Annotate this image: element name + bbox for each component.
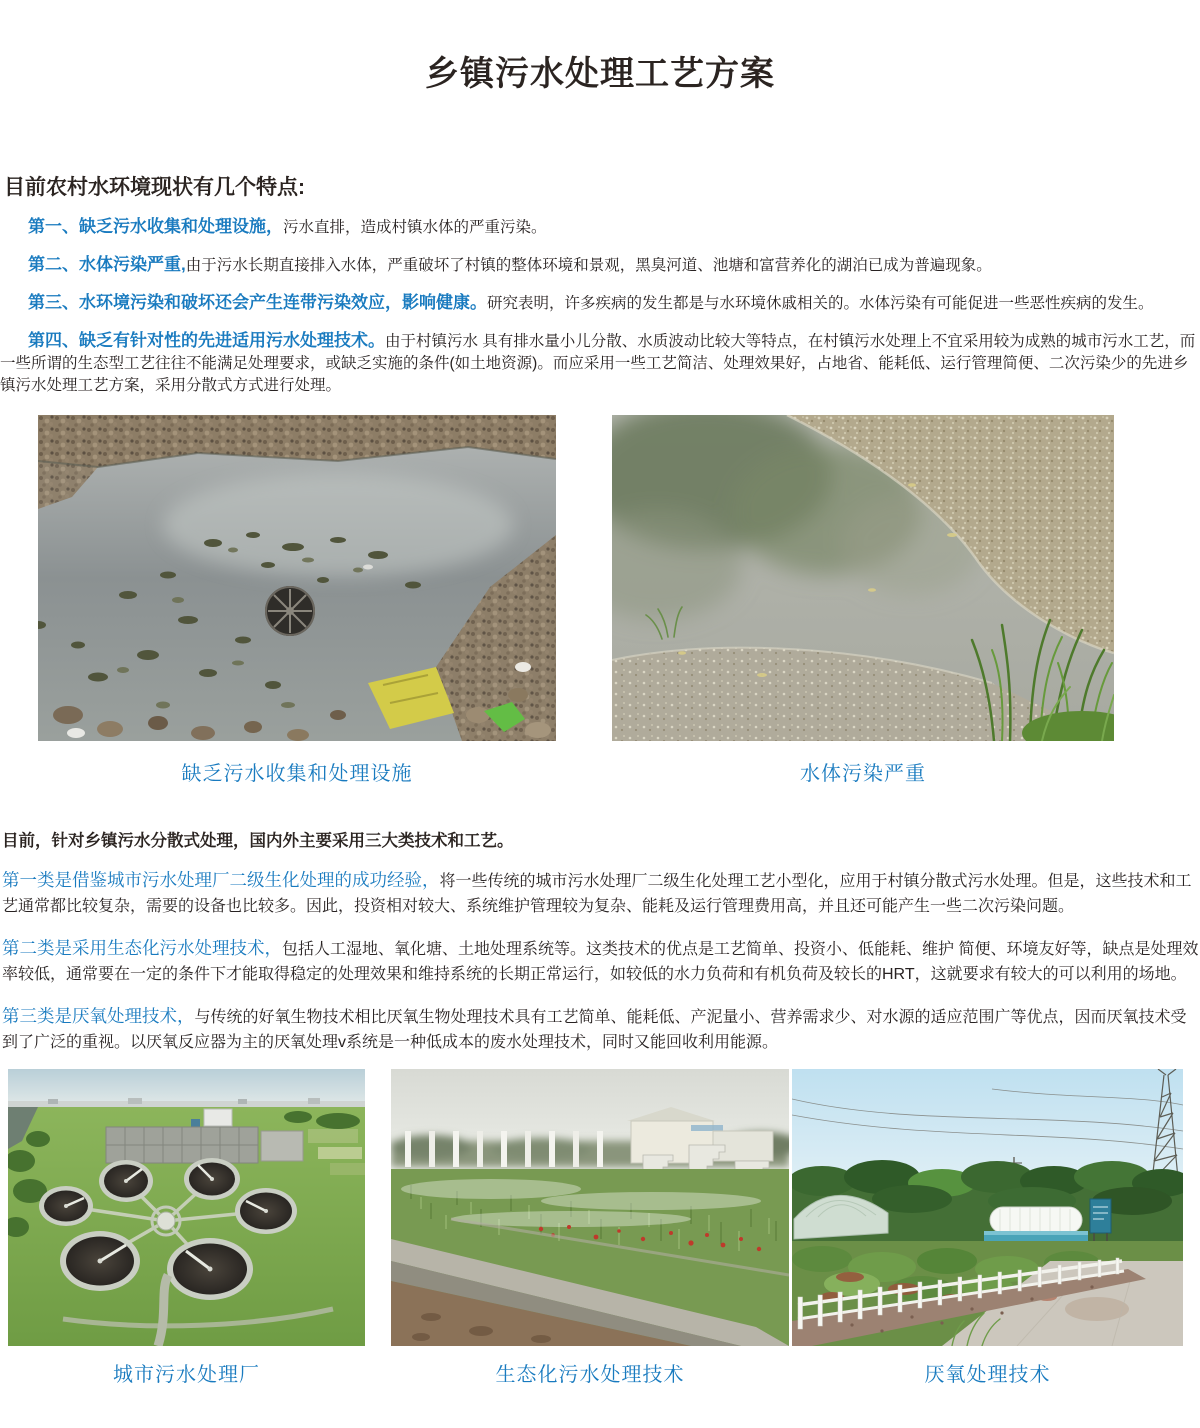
figure-ecological-wetland (391, 1069, 789, 1387)
point-2-lead: 第二、水体污染严重, (28, 255, 186, 274)
figure-city-plant (8, 1069, 365, 1387)
figure-caption: 水体污染严重 (800, 763, 926, 785)
point-4-lead: 第四、缺乏有针对性的先进适用污水处理技术。 (28, 331, 385, 350)
figure-caption: 厌氧处理技术 (924, 1364, 1051, 1386)
point-2-body: 由于污水长期直接排入水体，严重破坏了村镇的整体环境和景观，黑臭河道、池塘和富营养化的湖泊已成为普遍现象。 (185, 257, 992, 274)
tech-2 (2, 936, 1200, 987)
figure-caption: 缺乏污水收集和处理设施 (181, 763, 413, 785)
photo-polluted-river (38, 415, 556, 741)
figure-anaerobic-site (792, 1069, 1183, 1387)
tech-3-body: 与传统的好氧生物技术相比厌氧生物处理技术具有工艺简单、能耗低、产泥量小、营养需求少、对水源的适应范围广等优点，因而厌氧技术受到了广泛的重视。以厌氧反应器为主的厌氧处理v系统是一种低成本的废水处理技术，同时又能回收利用能源。 (2, 1009, 1187, 1051)
photo-algae-water (612, 415, 1114, 741)
point-1-body: 污水直排，造成村镇水体的严重污染。 (283, 219, 547, 236)
photo-anaerobic-plant (792, 1069, 1183, 1346)
point-3-body: 研究表明，许多疾病的发生都是与水环境休戚相关的。水体污染有可能促进一些恶性疾病的发生。 (487, 295, 1154, 312)
figure-caption: 城市污水处理厂 (113, 1364, 260, 1386)
figure-polluted-river (38, 415, 556, 786)
point-2 (0, 254, 1200, 277)
point-1 (0, 216, 1200, 239)
page-title: 乡镇污水处理工艺方案 (425, 55, 775, 93)
tech-2-lead: 第二类是采用生态化污水处理技术， (2, 938, 282, 958)
point-3 (0, 292, 1200, 315)
figure-caption: 生态化污水处理技术 (495, 1364, 685, 1386)
tech-1 (2, 868, 1200, 919)
document (0, 46, 1200, 1384)
tech-3 (2, 1004, 1200, 1055)
figure-algae-water (612, 415, 1114, 786)
tech-1-lead: 第一类是借鉴城市污水处理厂二级生化处理的成功经验， (2, 870, 440, 890)
point-4-body: 由于村镇污水 具有排水量小儿分散、水质波动比较大等特点，在村镇污水处理上不宜采用较为成熟的城市污水工艺，而一些所谓的生态型工艺往往不能满足处理要求，或缺乏实施的条件(如土地资源)。而应采用一些工艺简洁、处理效果好，占地省、能耗低、运行管理简便、二次污染少的先进乡镇污水处理工艺方案，采用分散式方式进行处理。 (0, 333, 1196, 394)
section1-heading: 目前农村水环境现状有几个特点: (4, 176, 305, 199)
section2-heading: 目前，针对乡镇污水分散式处理，国内外主要采用三大类技术和工艺。 (2, 832, 514, 850)
point-3-lead: 第三、水环境污染和破坏还会产生连带污染效应，影响健康。 (28, 293, 487, 312)
photo-constructed-wetland (391, 1069, 789, 1346)
figure-row-2 (0, 1069, 1200, 1384)
point-1-lead: 第一、缺乏污水收集和处理设施， (28, 217, 283, 236)
photo-city-wwtp-aerial (8, 1069, 365, 1346)
tech-1-body: 将一些传统的城市污水处理厂二级生化处理工艺小型化，应用于村镇分散式污水处理。但是，这些技术和工艺通常都比较复杂，需要的设备也比较多。因此，投资相对较大、系统维护管理较为复杂、能耗及运行管理费用高，并且还可能产生一些二次污染问题。 (2, 873, 1192, 915)
point-4 (0, 330, 1200, 397)
tech-2-body: 包括人工湿地、氧化塘、土地处理系统等。这类技术的优点是工艺简单、投资小、低能耗、维护 简便、环境友好等，缺点是处理效率较低，通常要在一定的条件下才能取得稳定的处理效果和维持系统的长期正常运行，如较低的水力负荷和有机负荷及较长的HRT，这就要求有较大的可以利用的场地。 (2, 941, 1199, 983)
tech-3-lead: 第三类是厌氧处理技术， (2, 1006, 195, 1026)
figure-row-1 (0, 415, 1200, 783)
